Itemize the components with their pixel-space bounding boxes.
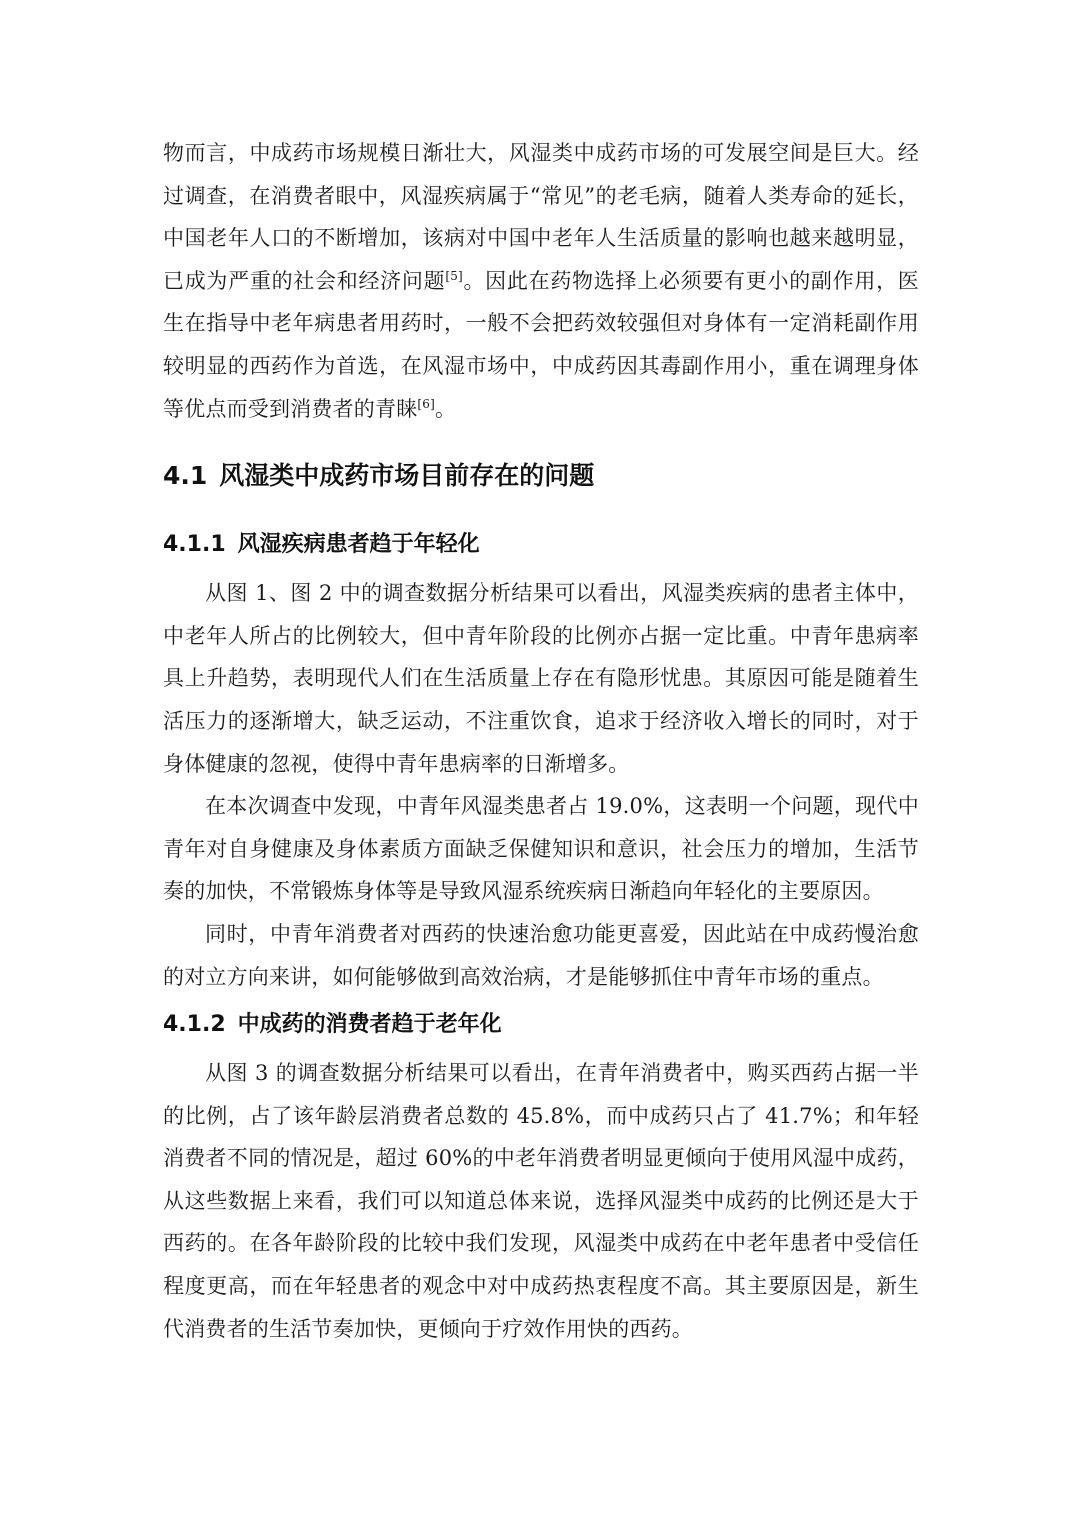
section-4-1-title: 风湿类中成药市场目前存在的问题	[219, 461, 595, 491]
section-4-1-number: 4.1	[163, 461, 208, 491]
section-4-1-1-number: 4.1.1	[163, 532, 226, 558]
intro-text-c: 。	[435, 396, 457, 421]
section-4-1-1-heading	[163, 526, 919, 564]
paragraph-4-1-1-3: 同时，中青年消费者对西药的快速治愈功能更喜爱，因此站在中成药慢治愈的对立方向来讲，如何能够做到高效治病，才是能够抓住中青年市场的重点。	[163, 921, 919, 989]
section-4-1-1-title: 风湿疾病患者趋于年轻化	[237, 532, 480, 558]
citation-6[interactable]: [6]	[417, 396, 436, 411]
section-4-1-2-heading	[163, 1006, 919, 1044]
paragraph-4-1-2-1: 从图 3 的调查数据分析结果可以看出，在青年消费者中，购买西药占据一半的比例，占了该年龄层消费者总数的 45.8%，而中成药只占了 41.7%；和年轻消费者不同的情况是，超过 60%的中老年消费者明显更倾向于使用风湿中成药，从这些数据上来看，我们可以知道总体来说，选择风湿类中成药的比例还是大于西药的。在各年龄阶段的比较中我们发现，风湿类中成药在中老年患者中受信任程度更高，而在年轻患者的观念中对中成药热衷程度不高。其主要原因是，新生代消费者的生活节奏加快，更倾向于疗效作用快的西药。	[163, 1061, 919, 1341]
section-4-1-2-title: 中成药的消费者趋于老年化	[237, 1012, 502, 1038]
paragraph-4-1-1-1: 从图 1、图 2 中的调查数据分析结果可以看出，风湿类疾病的患者主体中，中老年人所占的比例较大，但中青年阶段的比例亦占据一定比重。中青年患病率具上升趋势，表明现代人们在生活质量上存在有隐形忧患。其原因可能是随着生活压力的逐渐增大，缺乏运动，不注重饮食，追求于经济收入增长的同时，对于身体健康的忽视，使得中青年患病率的日渐增多。	[163, 581, 919, 776]
intro-text-b: 。因此在药物选择上必须要有更小的副作用，医生在指导中老年病患者用药时，一般不会把药效较强但对身体有一定消耗副作用较明显的西药作为首选，在风湿市场中，中成药因其毒副作用小，重在调理身体等优点而受到消费者的青睐	[163, 268, 919, 421]
paragraph-4-1-1-2: 在本次调查中发现，中青年风湿类患者占 19.0%，这表明一个问题，现代中青年对自身健康及身体素质方面缺乏保健知识和意识，社会压力的增加，生活节奏的加快，不常锻炼身体等是导致风湿系统疾病日渐趋向年轻化的主要原因。	[163, 794, 919, 904]
section-4-1-2-number: 4.1.2	[163, 1012, 226, 1038]
section-4-1-heading	[163, 456, 919, 496]
intro-paragraph	[163, 132, 919, 430]
citation-5[interactable]: [5]	[445, 268, 463, 283]
document-page	[163, 132, 919, 1350]
intro-text-a: 物而言，中成药市场规模日渐壮大，风湿类中成药市场的可发展空间是巨大。经过调查，在消费者眼中，风湿疾病属于“常见”的老毛病，随着人类寿命的延长，中国老年人口的不断增加，该病对中国中老年人生活质量的影响也越来越明显，已成为严重的社会和经济问题	[163, 141, 919, 293]
